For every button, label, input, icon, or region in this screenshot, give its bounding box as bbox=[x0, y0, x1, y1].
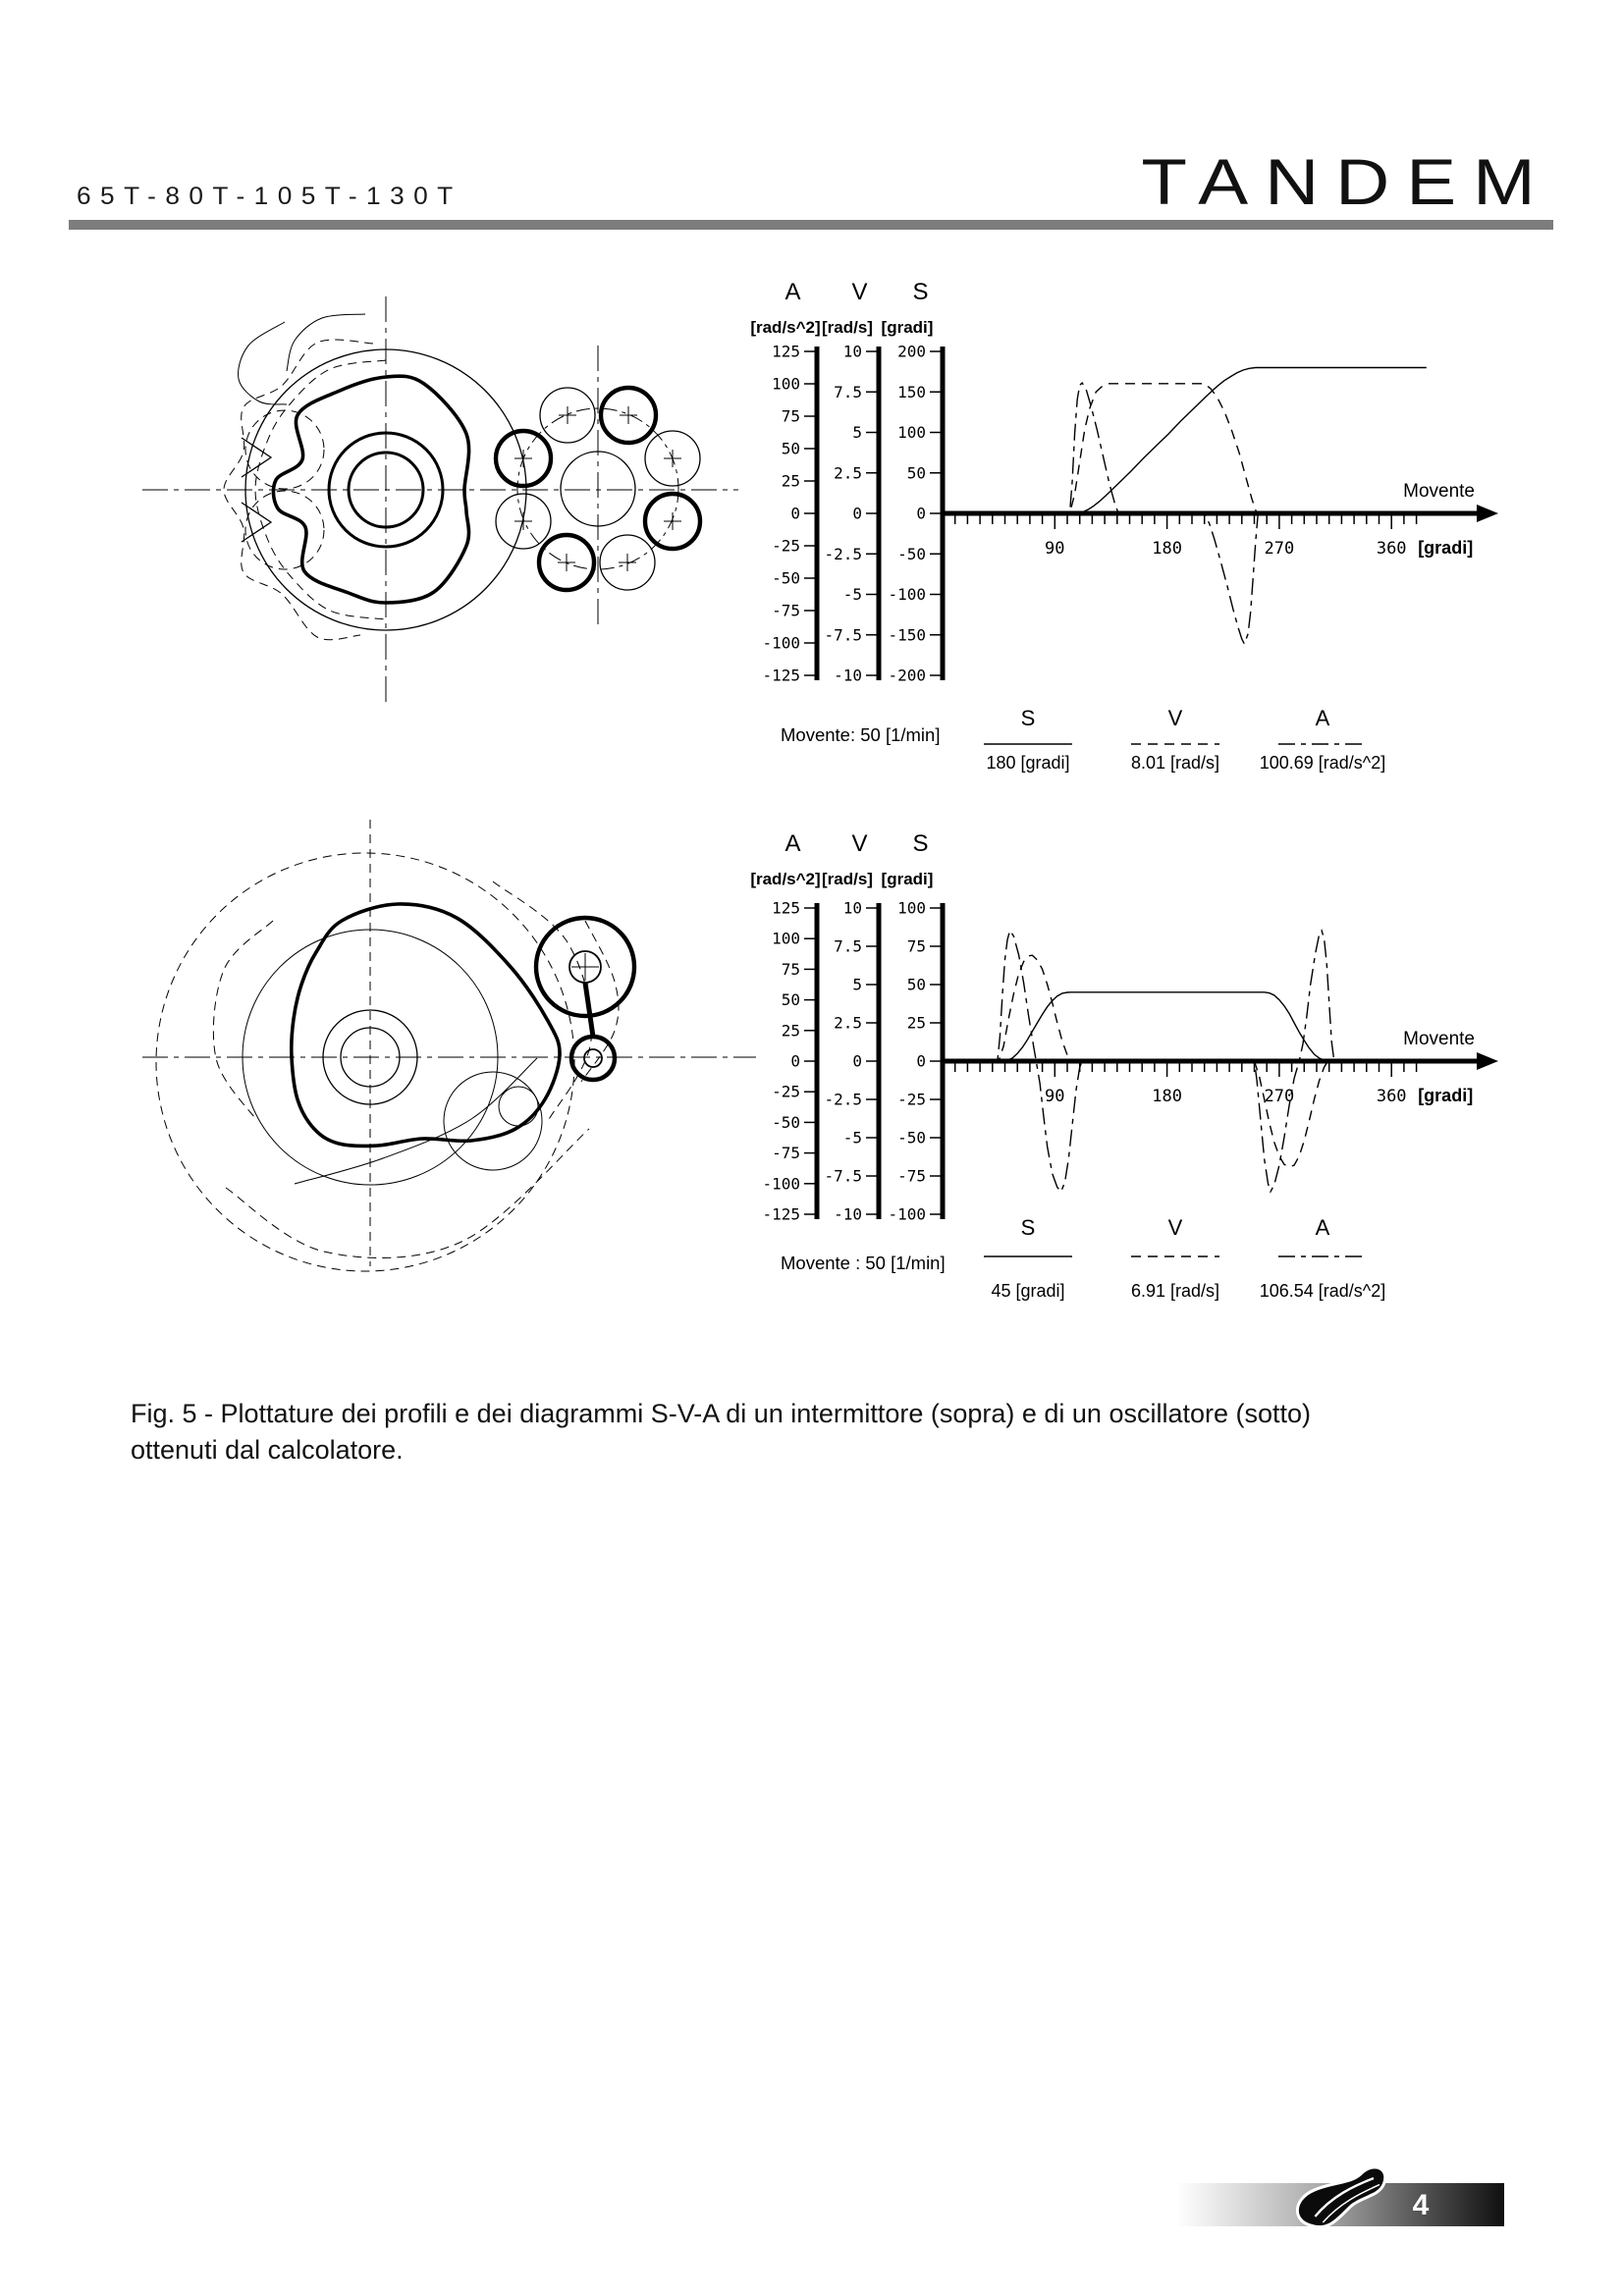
ghost-hook-curve-1 bbox=[239, 322, 287, 404]
svg-text:-200: -200 bbox=[888, 666, 926, 685]
svg-text:90: 90 bbox=[1045, 1087, 1065, 1106]
knot-logo-icon bbox=[1280, 2154, 1404, 2246]
svg-text:-50: -50 bbox=[772, 1112, 800, 1132]
svg-text:270: 270 bbox=[1264, 1087, 1295, 1106]
svg-text:-150: -150 bbox=[888, 625, 926, 645]
svg-text:2.5: 2.5 bbox=[834, 1013, 862, 1033]
svg-text:10: 10 bbox=[842, 342, 862, 361]
svg-text:-25: -25 bbox=[897, 1090, 926, 1109]
ghost-profile-circle bbox=[156, 853, 574, 1271]
brand-logotype: TANDEM bbox=[1141, 145, 1552, 219]
svg-text:[gradi]: [gradi] bbox=[881, 318, 934, 337]
svg-text:45 [gradi]: 45 [gradi] bbox=[991, 1281, 1065, 1301]
svg-text:50: 50 bbox=[781, 439, 800, 458]
svg-text:-5: -5 bbox=[842, 585, 862, 604]
y-axis-S bbox=[882, 830, 943, 1224]
svg-text:S: S bbox=[1020, 706, 1036, 730]
svg-text:5: 5 bbox=[852, 423, 862, 442]
series-a-curve bbox=[943, 383, 1427, 644]
svg-text:100: 100 bbox=[897, 423, 926, 442]
svg-text:-5: -5 bbox=[842, 1128, 862, 1148]
svg-text:7.5: 7.5 bbox=[834, 936, 862, 956]
ghost-arm-curve bbox=[295, 1058, 537, 1184]
svg-text:50: 50 bbox=[781, 990, 800, 1010]
series-s-curve bbox=[943, 368, 1427, 514]
svg-text:125: 125 bbox=[772, 342, 800, 361]
svg-text:-125: -125 bbox=[762, 1204, 800, 1224]
svg-text:50: 50 bbox=[906, 975, 926, 994]
ghost-blob-left bbox=[213, 921, 273, 1121]
svg-text:6.91 [rad/s]: 6.91 [rad/s] bbox=[1130, 1281, 1220, 1301]
x-axis bbox=[943, 1029, 1498, 1106]
svg-text:0: 0 bbox=[852, 504, 862, 523]
svg-text:S: S bbox=[1020, 1215, 1036, 1240]
svg-text:Movente: Movente bbox=[1403, 1029, 1475, 1049]
ghost-roller-upper bbox=[245, 410, 324, 489]
svg-text:Movente: Movente bbox=[1403, 481, 1475, 502]
svg-text:V: V bbox=[851, 279, 869, 305]
svg-text:180: 180 bbox=[1152, 539, 1182, 559]
svg-text:[rad/s^2]: [rad/s^2] bbox=[750, 870, 821, 888]
svg-text:-75: -75 bbox=[772, 1144, 800, 1163]
y-axis-S bbox=[882, 279, 943, 685]
svg-text:-7.5: -7.5 bbox=[824, 625, 862, 645]
svg-text:-100: -100 bbox=[762, 1174, 800, 1194]
svg-text:100.69 [rad/s^2]: 100.69 [rad/s^2] bbox=[1259, 753, 1386, 773]
y-axis-V bbox=[822, 830, 879, 1224]
svg-text:0: 0 bbox=[852, 1051, 862, 1071]
caption-line-2: ottenuti dal calcolatore. bbox=[131, 1435, 404, 1465]
chart-legend bbox=[781, 1215, 1385, 1301]
svg-text:50: 50 bbox=[906, 463, 926, 483]
svg-text:75: 75 bbox=[906, 936, 926, 956]
series-v-curve bbox=[943, 384, 1427, 513]
svg-text:-2.5: -2.5 bbox=[824, 1090, 862, 1109]
cam-profile-drawing-oscillatore bbox=[128, 805, 766, 1276]
svg-text:[rad/s]: [rad/s] bbox=[822, 318, 873, 337]
svg-text:-25: -25 bbox=[772, 1082, 800, 1101]
cam-profile-drawing-intermittore bbox=[137, 285, 746, 717]
series-s-curve bbox=[943, 992, 1427, 1061]
y-axis-A bbox=[750, 830, 820, 1224]
svg-text:Movente: 50 [1/min]: Movente: 50 [1/min] bbox=[781, 724, 941, 745]
svg-text:A: A bbox=[1315, 1215, 1330, 1240]
svg-text:0: 0 bbox=[790, 1051, 800, 1071]
svg-text:S: S bbox=[912, 830, 930, 857]
svg-text:-25: -25 bbox=[772, 536, 800, 556]
svg-text:25: 25 bbox=[781, 471, 800, 491]
svg-text:0: 0 bbox=[916, 504, 926, 523]
svg-text:[gradi]: [gradi] bbox=[881, 870, 934, 888]
svg-text:75: 75 bbox=[781, 959, 800, 979]
sva-chart-intermittore bbox=[746, 263, 1551, 813]
svg-text:[rad/s^2]: [rad/s^2] bbox=[750, 318, 821, 337]
svg-text:-50: -50 bbox=[897, 544, 926, 563]
cam-profile-outline bbox=[292, 904, 560, 1147]
svg-text:-125: -125 bbox=[762, 666, 800, 685]
follower-link bbox=[585, 983, 593, 1037]
sva-chart-oscillatore bbox=[746, 815, 1551, 1364]
chart-legend bbox=[781, 706, 1385, 773]
svg-text:7.5: 7.5 bbox=[834, 382, 862, 401]
figure-caption bbox=[131, 1396, 1495, 1468]
svg-text:25: 25 bbox=[906, 1013, 926, 1033]
x-axis bbox=[943, 481, 1498, 559]
svg-text:A: A bbox=[1315, 706, 1330, 730]
svg-text:0: 0 bbox=[916, 1051, 926, 1071]
ghost-roller-lower bbox=[245, 491, 324, 569]
svg-text:2.5: 2.5 bbox=[834, 463, 862, 483]
svg-text:A: A bbox=[784, 279, 802, 305]
caption-line-1: Fig. 5 - Plottature dei profili e dei diagrammi S-V-A di un intermittore (sopra) e di un oscillatore (sotto) bbox=[131, 1399, 1312, 1428]
page-title-model-range: 65T-80T-105T-130T bbox=[77, 183, 462, 210]
svg-text:100: 100 bbox=[772, 929, 800, 948]
svg-text:-2.5: -2.5 bbox=[824, 544, 862, 563]
svg-text:-100: -100 bbox=[762, 633, 800, 653]
svg-text:180: 180 bbox=[1152, 1087, 1182, 1106]
svg-text:5: 5 bbox=[852, 975, 862, 994]
header-rule bbox=[69, 220, 1553, 230]
svg-text:A: A bbox=[784, 830, 802, 857]
notch-mark-upper bbox=[242, 438, 271, 477]
svg-text:-50: -50 bbox=[772, 568, 800, 588]
svg-text:-75: -75 bbox=[897, 1166, 926, 1186]
svg-text:-100: -100 bbox=[888, 1204, 926, 1224]
y-axis-A bbox=[750, 279, 820, 685]
svg-text:-75: -75 bbox=[772, 601, 800, 620]
svg-text:360: 360 bbox=[1376, 1087, 1407, 1106]
svg-text:[rad/s]: [rad/s] bbox=[822, 870, 873, 888]
svg-text:Movente : 50 [1/min]: Movente : 50 [1/min] bbox=[781, 1253, 946, 1273]
svg-text:75: 75 bbox=[781, 406, 800, 426]
svg-text:-10: -10 bbox=[834, 666, 862, 685]
svg-text:8.01 [rad/s]: 8.01 [rad/s] bbox=[1130, 753, 1220, 773]
follower-hub-cross bbox=[571, 953, 599, 981]
svg-text:[gradi]: [gradi] bbox=[1418, 538, 1474, 558]
svg-text:-10: -10 bbox=[834, 1204, 862, 1224]
svg-text:200: 200 bbox=[897, 342, 926, 361]
svg-text:90: 90 bbox=[1045, 539, 1065, 559]
follower-pivot bbox=[571, 1037, 615, 1080]
svg-text:25: 25 bbox=[781, 1021, 800, 1041]
svg-text:V: V bbox=[851, 830, 869, 857]
svg-text:-7.5: -7.5 bbox=[824, 1166, 862, 1186]
svg-text:106.54 [rad/s^2]: 106.54 [rad/s^2] bbox=[1259, 1281, 1386, 1301]
svg-text:125: 125 bbox=[772, 898, 800, 918]
svg-text:-50: -50 bbox=[897, 1128, 926, 1148]
svg-text:100: 100 bbox=[772, 374, 800, 394]
svg-text:270: 270 bbox=[1264, 539, 1295, 559]
y-axis-V bbox=[822, 279, 879, 685]
svg-text:S: S bbox=[912, 279, 930, 305]
svg-text:V: V bbox=[1167, 706, 1183, 730]
svg-text:V: V bbox=[1167, 1215, 1183, 1240]
svg-text:180 [gradi]: 180 [gradi] bbox=[986, 753, 1070, 773]
page-number: 4 bbox=[1412, 2189, 1430, 2221]
svg-text:[gradi]: [gradi] bbox=[1418, 1086, 1474, 1105]
svg-text:360: 360 bbox=[1376, 539, 1407, 559]
svg-text:-100: -100 bbox=[888, 585, 926, 604]
svg-text:100: 100 bbox=[897, 898, 926, 918]
ghost-roller-circle-2 bbox=[499, 1087, 538, 1126]
svg-text:150: 150 bbox=[897, 382, 926, 401]
svg-text:10: 10 bbox=[842, 898, 862, 918]
svg-text:0: 0 bbox=[790, 504, 800, 523]
